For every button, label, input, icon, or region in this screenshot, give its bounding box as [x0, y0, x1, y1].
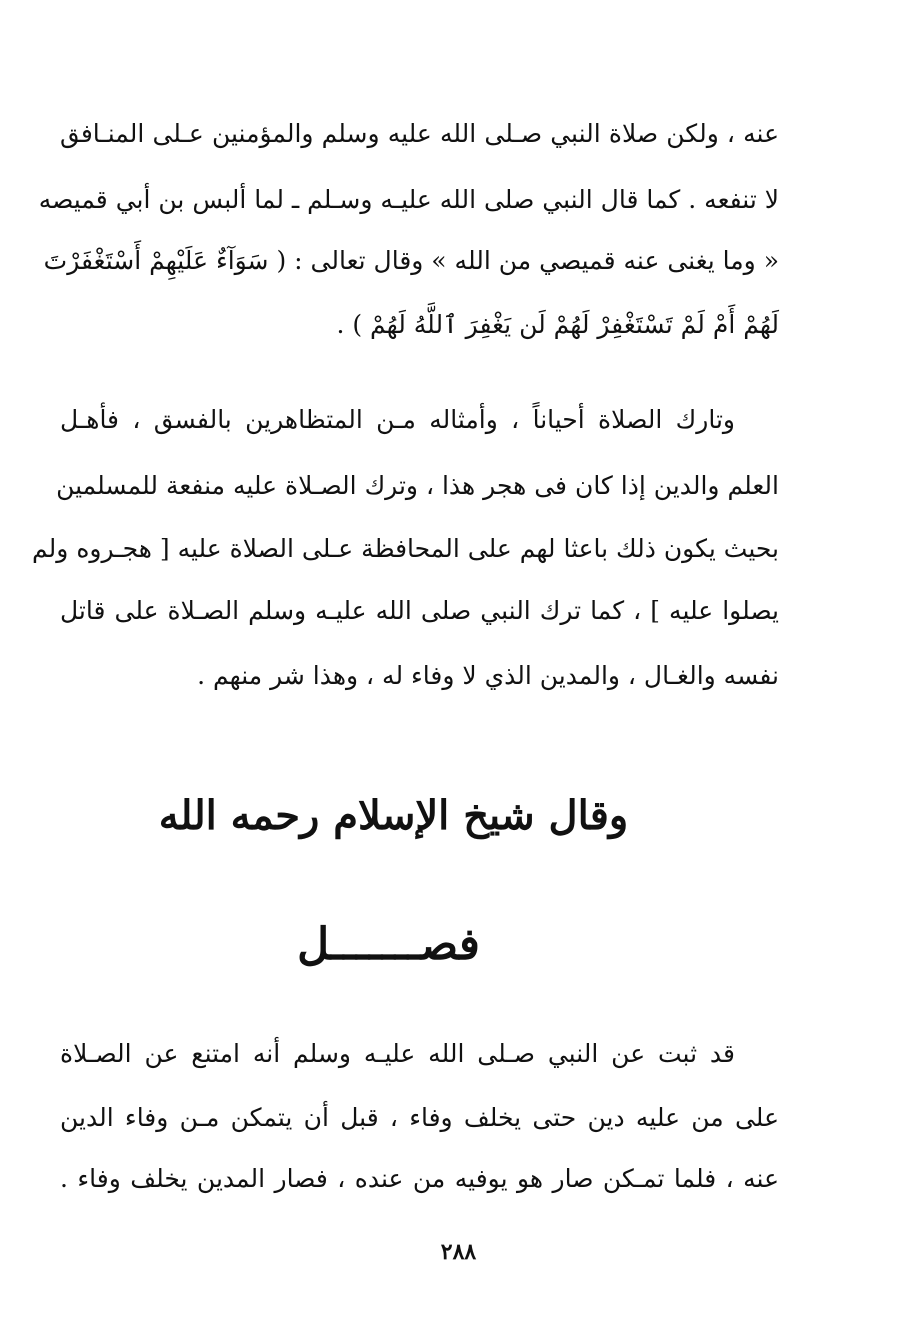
page-number: ٢٨٨	[440, 1239, 477, 1265]
paragraph-3-line-1: قد ثبت عن النبي صـلى الله عليـه وسلم أنه امتنع عن الصـلاة	[60, 1039, 735, 1068]
chapter-title: فصـــــــل	[297, 919, 480, 970]
paragraph-2-line-5: نفسه والغـال ، والمدين الذي لا وفاء له ، وهذا شر منهم .	[197, 661, 779, 690]
paragraph-2-line-2: العلم والدين إذا كان فى هجر هذا ، وترك الصـلاة عليه منفعة للمسلمين	[56, 471, 779, 500]
paragraph-1-line-2: لا تنفعه . كما قال النبي صلى الله عليـه وسـلم ـ لما ألبس بن أبي قميصه	[38, 185, 779, 214]
paragraph-2-line-1: وتارك الصلاة أحياناً ، وأمثاله مـن المتظاهرين بالفسق ، فأهـل	[60, 405, 735, 434]
paragraph-2-line-3: بحيث يكون ذلك باعثا لهم على المحافظة عـلى الصلاة عليه [ هجـروه ولم	[32, 534, 779, 563]
section-heading: وقال شيخ الإسلام رحمه الله	[158, 792, 629, 839]
paragraph-3-line-3: عنه ، فلما تمـكن صار هو يوفيه من عنده ، فصار المدين يخلف وفاء .	[60, 1164, 779, 1193]
paragraph-3-line-2: على من عليه دين حتى يخلف وفاء ، قبل أن يتمكن مـن وفاء الدين	[60, 1103, 779, 1132]
paragraph-1-line-3: « وما يغنى عنه قميصي من الله » وقال تعالى : ( سَوَآءٌ عَلَيْهِمْ أَسْتَغْفَرْتَ	[43, 246, 779, 275]
paragraph-2-line-4: يصلوا عليه ] ، كما ترك النبي صلى الله عليـه وسلم الصـلاة على قاتل	[60, 596, 779, 625]
paragraph-1-line-1: عنه ، ولكن صلاة النبي صـلى الله عليه وسلم والمؤمنين عـلى المنـافق	[60, 119, 779, 148]
paragraph-1-line-4: لَهُمْ أَمْ لَمْ تَسْتَغْفِرْ لَهُمْ لَن يَغْفِرَ ٱللَّهُ لَهُمْ ) .	[336, 310, 779, 339]
